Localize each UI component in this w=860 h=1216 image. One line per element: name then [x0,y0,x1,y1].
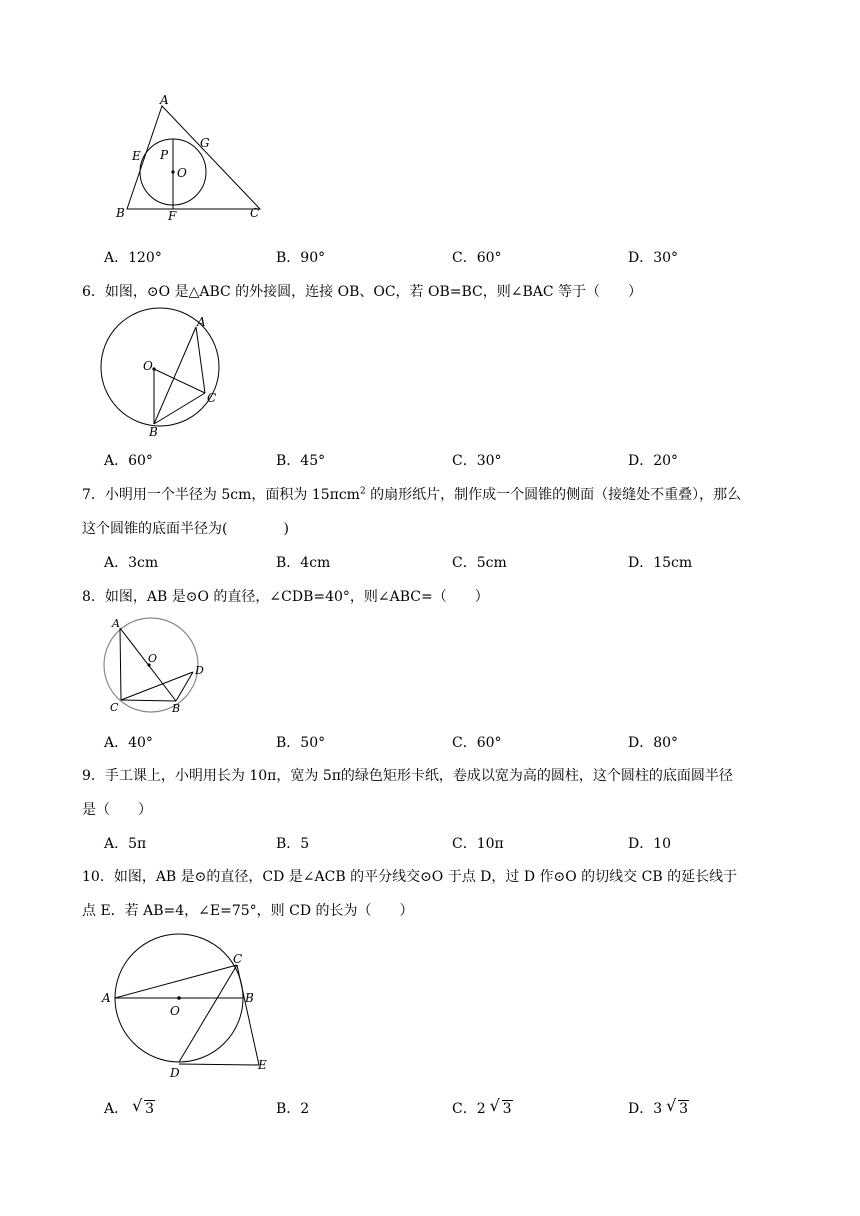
q10-option-c-sqrt [489,1096,513,1119]
q8-option-a: A．40° [104,735,153,751]
q7-question-line2: 这个圆锥的底面半径为( ) [82,521,289,537]
q5-label-p: P [160,148,169,162]
q5-label-o: O [177,166,187,180]
q10-option-d [628,1096,689,1119]
q9-option-d: D．10 [628,836,672,852]
q10-option-a-prefix: A． [104,1101,129,1117]
q6-center-dot [152,367,155,370]
radical-sign-icon: √ [666,1096,677,1115]
q10-label-c: C [233,952,243,966]
q10-segment-ac [115,965,237,998]
q9-option-b: B．5 [276,836,310,852]
q6-option-c: C．30° [452,453,502,469]
q8-label-d: D [195,664,204,677]
q10-option-a-radicand: 3 [145,1101,155,1117]
q9-question-line1: 9．手工课上，小明用长为 10π，宽为 5π的绿色矩形卡纸，卷成以宽为高的圆柱，这个圆柱的底面圆半径 [82,768,733,784]
q5-center-dot [171,170,174,173]
q8-segment-cb [121,700,176,701]
q6-label-b: B [149,425,158,439]
q6-question-text: 6．如图，⊙O 是△ABC 的外接圆，连接 OB、OC，若 OB=BC，则∠BAC 等于（ ） [82,284,643,300]
q10-option-d-radicand: 3 [679,1101,689,1117]
q10-option-d-sqrt [666,1096,689,1119]
q5-option-d: D．30° [628,250,679,266]
q7-option-b: B．4cm [276,555,331,571]
q6-label-o: O [143,359,153,373]
q5-option-b: B．90° [276,250,326,266]
q9-question-line2: 是（ ） [82,802,152,818]
q10-option-a-sqrt [132,1096,155,1119]
q6-label-c: C [207,391,217,405]
q10-center-dot [177,996,181,1000]
q10-figure [98,935,278,1080]
q5-label-e: E [132,149,141,163]
q10-option-a [104,1096,155,1119]
q5-triangle-abc [127,106,260,209]
q8-label-a: A [112,617,120,630]
q5-label-f: F [168,209,177,223]
q5-label-a: A [160,93,169,107]
q7-line1-pre: 7．小明用一个半径为 5cm，面积为 15πcm [82,487,360,503]
q8-label-o: O [148,652,158,665]
q10-label-e: E [258,1058,267,1072]
q8-option-c: C．60° [452,735,502,751]
q8-question-text: 8．如图，AB 是⊙O 的直径，∠CDB=40°，则∠ABC=（ ） [82,589,489,605]
q7-option-d: D．15cm [628,555,693,571]
q10-tangent-de [179,1064,259,1065]
q10-label-o: O [170,1004,180,1018]
q5-label-b: B [116,206,125,220]
q8-option-d: D．80° [628,735,679,751]
q7-option-c: C．5cm [452,555,507,571]
q10-question-line2: 点 E．若 AB=4，∠E=75°，则 CD 的长为（ ） [82,903,414,919]
q8-label-b: B [172,702,181,715]
q8-figure [100,612,220,722]
q10-label-a: A [102,991,111,1005]
q8-segment-ac [120,628,121,700]
q6-option-d: D．20° [628,453,679,469]
q6-segment-ab [154,327,196,424]
q6-segment-oc [154,369,205,393]
q6-label-a: A [197,315,206,329]
q8-option-b: B．50° [276,735,326,751]
q10-label-b: B [245,991,254,1005]
q6-option-b: B．45° [276,453,326,469]
q9-option-a: A．5π [104,836,147,852]
q10-option-d-prefix: D．3 [628,1101,663,1117]
q10-option-c-radicand: 3 [502,1101,512,1117]
q7-line1-post: 的扇形纸片，制作成一个圆锥的侧面（接缝处不重叠），那么 [365,487,742,503]
q10-option-c-prefix: C．2 [452,1101,486,1117]
q7-question-line1 [82,485,741,505]
q10-segment-cd [179,965,237,1062]
q10-option-b: B．2 [276,1101,310,1117]
q5-option-c: C．60° [452,250,502,266]
q5-option-a: A．120° [104,250,162,266]
q8-segment-bd [176,672,193,701]
q6-option-a: A．60° [104,453,153,469]
q10-option-c [452,1096,513,1119]
q5-label-c: C [250,206,260,220]
q9-option-c: C．10π [452,836,504,852]
q5-label-g: G [200,136,210,150]
q10-label-d: D [170,1066,180,1080]
q8-label-c: C [110,701,119,714]
radical-sign-icon: √ [132,1096,143,1115]
q6-figure [95,312,235,442]
radical-sign-icon: √ [489,1096,500,1115]
q7-line1-sup: 2 [359,486,366,497]
q7-option-a: A．3cm [104,555,159,571]
q5-figure [105,92,275,227]
q6-segment-ac [196,327,205,393]
q10-question-line1: 10．如图，AB 是⊙的直径，CD 是∠ACB 的平分线交⊙O 于点 D，过 D 作⊙O 的切线交 CB 的延长线于 [82,869,738,885]
q6-segment-bc [154,393,205,424]
q8-circle [104,618,198,712]
